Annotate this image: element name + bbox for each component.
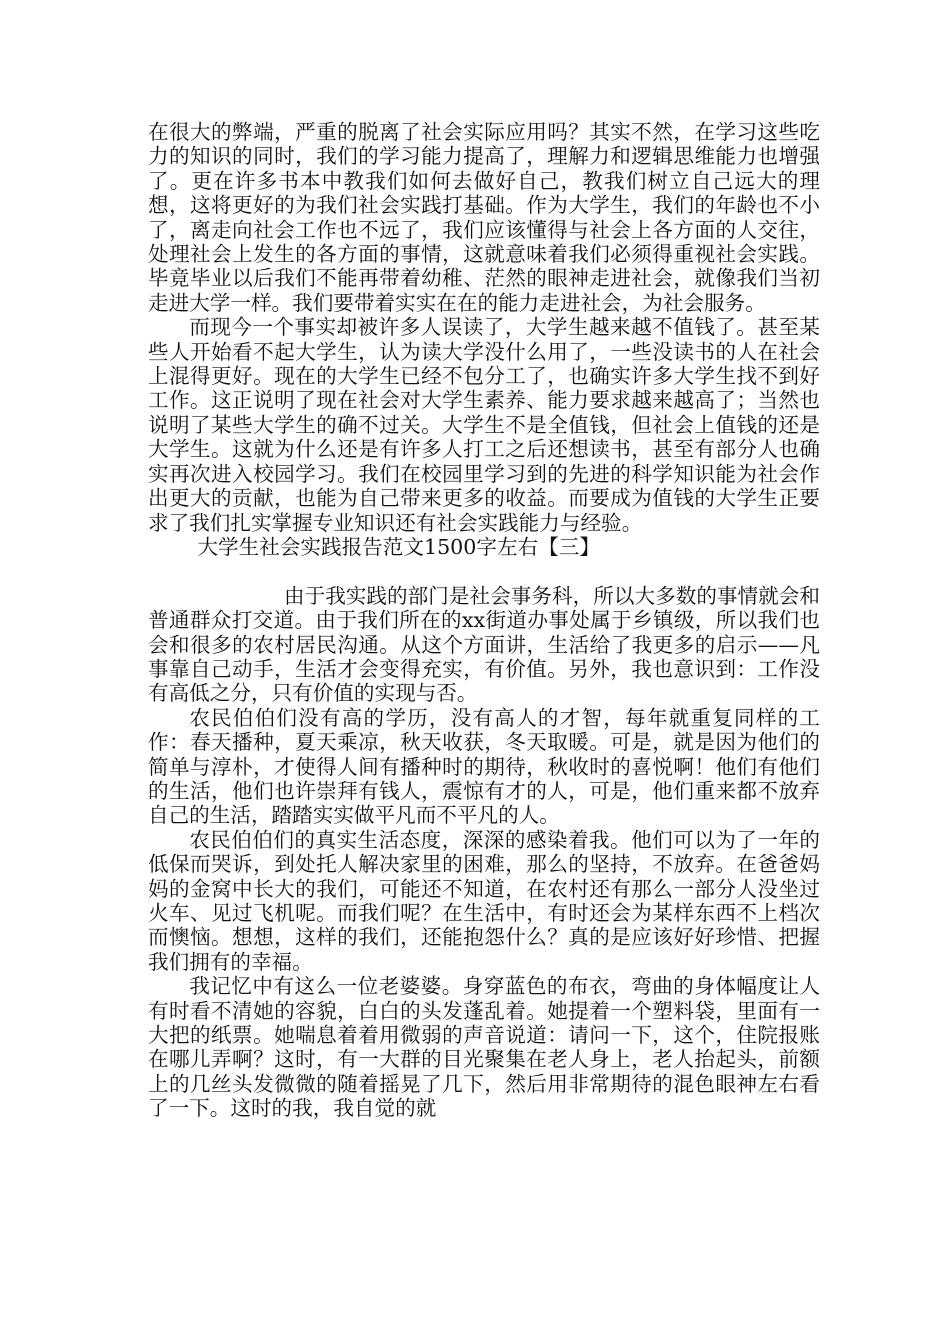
document-page bbox=[148, 120, 820, 1121]
section-paragraph-2: 农民伯伯们没有高的学历，没有高人的才智，每年就重复同样的工作：春天播种，夏天乘凉，秋天收获，冬天取暖。可是，就是因为他们的简单与淳朴，才使得人间有播种时的期待，秋收时的喜悦啊！他们有他们的生活，他们也许崇拜有钱人，震惊有才的人，可是，他们重来都不放弃自己的生活，踏踏实实做平凡而不平凡的人。 bbox=[148, 705, 820, 828]
paragraph-1: 在很大的弊端，严重的脱离了社会实际应用吗？其实不然，在学习这些吃力的知识的同时，我们的学习能力提高了，理解力和逻辑思维能力也增强了。更在许多书本中教我们如何去做好自己，教我们树立自己远大的理想，这将更好的为我们社会实践打基础。作为大学生，我们的年龄也不小了，离走向社会工作也不远了，我们应该懂得与社会上各方面的人交往，处理社会上发生的各方面的事情，这就意味着我们必须得重视社会实践。毕竟毕业以后我们不能再带着幼稚、茫然的眼神走进社会，就像我们当初走进大学一样。我们要带着实实在在的能力走进社会，为社会服务。 bbox=[148, 120, 820, 315]
paragraph-2: 而现今一个事实却被许多人误读了，大学生越来越不值钱了。甚至某些人开始看不起大学生，认为读大学没什么用了，一些没读书的人在社会上混得更好。现在的大学生已经不包分工了，也确实许多大学生找不到好工作。这正说明了现在社会对大学生素养、能力要求越来越高了；当然也说明了某些大学生的确不过关。大学生不是全值钱，但社会上值钱的还是大学生。这就为什么还是有许多人打工之后还想读书，甚至有部分人也确实再次进入校园学习。我们在校园里学习到的先进的科学知识能为社会作出更大的贡献，也能为自己带来更多的收益。而要成为值钱的大学生正要求了我们扎实掌握专业知识还有社会实践能力与经验。 bbox=[148, 315, 820, 535]
section-paragraph-1: 由于我实践的部门是社会事务科，所以大多数的事情就会和普通群众打交道。由于我们所在的xx街道办事处属于乡镇级，所以我们也会和很多的农村居民沟通。从这个方面讲，生活给了我更多的启示——凡事靠自己动手，生活才会变得充实，有价值。另外，我也意识到：工作没有高低之分，只有价值的实现与否。 bbox=[148, 583, 820, 706]
blank-line bbox=[148, 559, 820, 583]
section-paragraph-4: 我记忆中有这么一位老婆婆。身穿蓝色的布衣，弯曲的身体幅度让人有时看不清她的容貌，白白的头发蓬乱着。她提着一个塑料袋，里面有一大把的纸票。她喘息着着用微弱的声音说道：请问一下，这个，住院报账在哪儿弄啊？这时，有一大群的目光聚集在老人身上，老人抬起头，前额上的几丝头发微微的随着摇晃了几下，然后用非常期待的混色眼神左右看了一下。这时的我，我自觉的就 bbox=[148, 974, 820, 1121]
section-heading: 大学生社会实践报告范文1500字左右【三】 bbox=[197, 534, 600, 559]
section-paragraph-3: 农民伯伯们的真实生活态度，深深的感染着我。他们可以为了一年的低保而哭诉，到处托人解决家里的困难，那么的坚持，不放弃。在爸爸妈妈的金窝中长大的我们，可能还不知道，在农村还有那么一部分人没坐过火车、见过飞机呢。而我们呢？在生活中，有时还会为某样东西不上档次而懊恼。想想，这样的我们，还能抱怨什么？真的是应该好好珍惜、把握我们拥有的幸福。 bbox=[148, 827, 820, 974]
